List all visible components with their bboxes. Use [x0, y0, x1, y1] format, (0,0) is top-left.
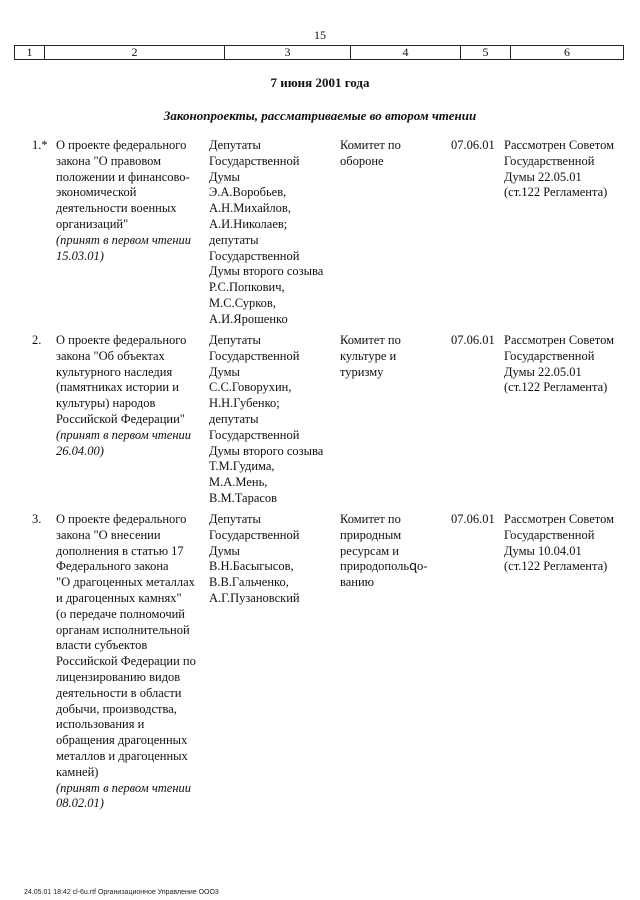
author-line: Думы второго созыва: [209, 443, 324, 458]
bill-title: [56, 512, 206, 812]
bill-title-line: организаций": [56, 216, 129, 231]
first-reading-note-line: (принят в первом чтении: [56, 780, 192, 795]
status-line: (ст.122 Регламента): [504, 380, 608, 395]
committee-line: Комитет по: [340, 333, 401, 347]
responsible-committee: [340, 333, 440, 380]
bill-title-line: обращения драгоценных: [56, 733, 188, 748]
bill-title-line: культуры) народов: [56, 396, 156, 411]
committee-line: Комитет по: [340, 512, 401, 526]
author-line: А.И.Ярошенко: [209, 311, 288, 326]
bill-title-line: положении и финансово-: [56, 169, 190, 184]
section-heading: Законопроекты, рассматриваемые во втором чтении: [163, 108, 477, 123]
column-number-header: [14, 45, 624, 60]
first-reading-note-line: 26.04.00): [56, 443, 104, 458]
status-line: Думы 10.04.01: [504, 543, 582, 558]
page-number: 15: [314, 28, 326, 42]
first-reading-note: [56, 233, 206, 265]
first-reading-note: [56, 781, 206, 813]
author-line: Депутаты: [209, 333, 261, 347]
author-line: Депутаты: [209, 138, 261, 152]
author-line: Думы: [209, 543, 240, 558]
footer-text: 24.05.01 18:42 cl-6u.rtf Организационное Управление ООО3: [24, 889, 219, 896]
first-reading-note-line: 15.03.01): [56, 248, 104, 263]
committee-line: обороне: [340, 153, 384, 168]
author-line: В.М.Тарасов: [209, 490, 278, 505]
bill-title-line: закона "Об объектах: [56, 348, 165, 363]
consideration-date: 07.06.01: [451, 512, 495, 526]
bill-title-line: О проекте федерального: [56, 333, 187, 347]
status-line: Рассмотрен Советом: [504, 512, 615, 526]
bill-authors: [209, 512, 334, 607]
bill-title-line: дополнения в статью 17: [56, 543, 184, 558]
status-line: (ст.122 Регламента): [504, 559, 608, 574]
item-number: 3.: [32, 512, 42, 526]
bill-title-line: органам исполнительной: [56, 622, 190, 637]
first-reading-note: [56, 428, 206, 460]
author-line: В.В.Гальченко,: [209, 575, 289, 590]
author-line: М.А.Мень,: [209, 475, 268, 490]
council-status: [504, 512, 629, 575]
bill-title-line: Федерального закона: [56, 559, 169, 574]
author-line: В.Н.Басыгысов,: [209, 559, 294, 574]
status-line: Рассмотрен Советом: [504, 333, 615, 347]
bill-title-line: и драгоценных камнях": [56, 590, 182, 605]
council-status: [504, 138, 629, 201]
column-number: 6: [564, 45, 570, 59]
committee-line: туризму: [340, 364, 384, 379]
bill-title-line: лицензированию видов: [56, 669, 181, 684]
status-line: Государственной: [504, 153, 595, 168]
author-line: Думы: [209, 169, 240, 184]
author-line: Государственной: [209, 153, 300, 168]
bill-title: [56, 333, 206, 459]
column-number: 5: [461, 46, 511, 59]
author-line: Государственной: [209, 348, 300, 363]
author-line: депутаты: [209, 232, 259, 247]
committee-line: природным: [340, 527, 402, 542]
author-line: Депутаты: [209, 512, 261, 526]
bill-title-line: добычи, производства,: [56, 701, 177, 716]
bill-title-line: металлов и драгоценных: [56, 748, 188, 763]
item-number: 1.*: [32, 138, 48, 152]
responsible-committee: [340, 512, 440, 591]
author-line: Р.С.Попкович,: [209, 280, 285, 295]
author-line: Н.Н.Губенко;: [209, 396, 280, 411]
author-line: Государственной: [209, 527, 300, 542]
column-number: 1: [15, 46, 45, 59]
committee-line: природопольզо-: [340, 559, 428, 574]
status-line: Государственной: [504, 348, 595, 363]
bill-title-line: деятельности военных: [56, 201, 177, 216]
bill-title-line: камней): [56, 764, 99, 779]
status-line: Думы 22.05.01: [504, 169, 582, 184]
bill-title-line: власти субъектов: [56, 638, 148, 653]
bill-title-line: закона "О внесении: [56, 527, 161, 542]
status-line: Думы 22.05.01: [504, 364, 582, 379]
bill-title-line: культурного наследия: [56, 364, 173, 379]
bill-title-line: Российской Федерации": [56, 411, 185, 426]
committee-line: ресурсам и: [340, 543, 399, 558]
first-reading-note-line: 08.02.01): [56, 796, 104, 811]
bill-title-line: "О драгоценных металлах: [56, 575, 195, 590]
first-reading-note-line: (принят в первом чтении: [56, 427, 192, 442]
author-line: депутаты: [209, 411, 259, 426]
committee-line: ванию: [340, 575, 375, 590]
column-number: 3: [225, 46, 351, 59]
bill-title-line: экономической: [56, 185, 137, 200]
consideration-date: 07.06.01: [451, 138, 495, 152]
committee-line: Комитет по: [340, 138, 401, 152]
bill-authors: [209, 138, 334, 328]
column-number: 4: [351, 46, 461, 59]
author-line: Государственной: [209, 248, 300, 263]
author-line: А.Г.Пузановский: [209, 590, 300, 605]
bill-title: [56, 138, 206, 264]
bill-authors: [209, 333, 334, 507]
bill-title-line: использования и: [56, 717, 145, 732]
author-line: Т.М.Гудима,: [209, 459, 275, 474]
committee-line: культуре и: [340, 348, 397, 363]
author-line: А.И.Николаев;: [209, 216, 288, 231]
consideration-date: 07.06.01: [451, 333, 495, 347]
author-line: Государственной: [209, 427, 300, 442]
author-line: А.Н.Михайлов,: [209, 201, 291, 216]
bill-title-line: закона "О правовом: [56, 153, 162, 168]
status-line: Рассмотрен Советом: [504, 138, 615, 152]
bill-title-line: (памятниках истории и: [56, 380, 179, 395]
author-line: М.С.Сурков,: [209, 295, 276, 310]
status-line: Государственной: [504, 527, 595, 542]
item-number: 2.: [32, 333, 42, 347]
author-line: С.С.Говорухин,: [209, 380, 292, 395]
responsible-committee: [340, 138, 440, 170]
council-status: [504, 333, 629, 396]
column-number: 2: [45, 46, 225, 59]
status-line: (ст.122 Регламента): [504, 185, 608, 200]
author-line: Думы: [209, 364, 240, 379]
bill-title-line: Российской Федерации по: [56, 654, 196, 669]
author-line: Думы второго созыва: [209, 264, 324, 279]
author-line: Э.А.Воробьев,: [209, 185, 287, 200]
bill-title-line: деятельности в области: [56, 685, 182, 700]
date-heading: 7 июня 2001 года: [270, 75, 370, 90]
bill-title-line: О проекте федерального: [56, 512, 187, 526]
bill-title-line: (о передаче полномочий: [56, 606, 185, 621]
first-reading-note-line: (принят в первом чтении: [56, 232, 192, 247]
bill-title-line: О проекте федерального: [56, 138, 187, 152]
